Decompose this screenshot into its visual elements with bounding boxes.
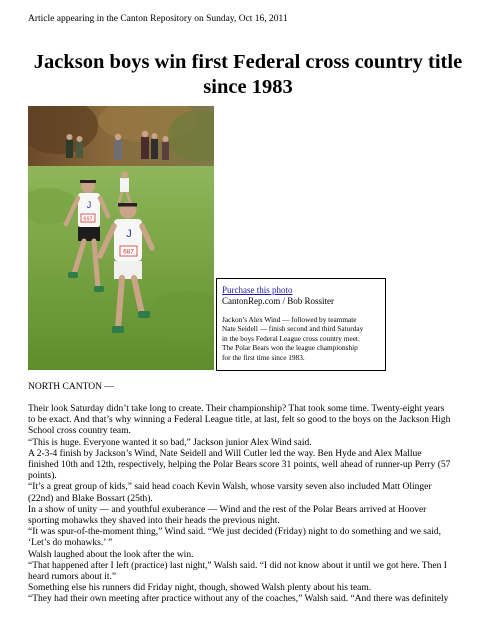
purchase-photo-link[interactable]: Purchase this photo (222, 285, 293, 295)
photo-credit: CantonRep.com / Bob Rossiter (222, 296, 334, 306)
cutline-line: in the boys Federal League cross country meet. (222, 333, 360, 343)
body-line: Walsh laughed about the look after the win. (28, 549, 194, 560)
cutline-line: for the first time since 1983. (222, 352, 305, 362)
body-line: finished 10th and 12th, respectively, helping the Polar Bears score 31 points, well ahead of runner-up Perry (57 (28, 460, 451, 471)
body-line: sporting mohawks they shaved into their heads the previous night. (28, 516, 280, 527)
cutline-line: Nate Seidell — finish second and third Saturday (222, 324, 364, 334)
cutline-line: The Polar Bears won the league championship (222, 343, 358, 353)
body-line: heard rumors about it.” (28, 572, 117, 583)
body-line: ‘Let’s do mohawks.’ ” (28, 538, 113, 549)
body-line: “This is huge. Everyone wanted it so bad,” Jackson junior Alex Wind said. (28, 437, 312, 448)
dateline: NORTH CANTON — (28, 382, 114, 392)
body-line: “That happened after I left (practice) last night,” Walsh said. “I did not know about it until we got here. Then I (28, 560, 447, 571)
body-line: “It’s a great group of kids,” said head coach Kevin Walsh, whose varsity seven also included Matt Olinger (28, 482, 432, 493)
runners-photo (28, 106, 214, 370)
headline-line-2: since 1983 (203, 76, 293, 98)
body-line: Something else his runners did Friday night, though, showed Walsh plenty about his team. (28, 583, 372, 594)
article-source-note: Article appearing in the Canton Repository on Sunday, Oct 16, 2011 (28, 14, 288, 24)
jersey-letter-left: J (86, 200, 92, 210)
body-line: points). (28, 471, 57, 482)
cutline-line: Jackon’s Alex Wind — followed by teammate (222, 315, 357, 324)
photo-cutline (222, 315, 385, 362)
body-line: A 2-3-4 finish by Jackson’s Wind, Nate Seidell and Will Cutler led the way. Ben Hyde and Alex Mallue (28, 448, 422, 459)
bib-number-left: 697 (83, 216, 93, 223)
body-line: School cross country team. (28, 426, 131, 437)
body-line: (22nd) and Blake Bossart (25th). (28, 493, 153, 504)
article-body (28, 404, 478, 606)
headline (28, 50, 468, 100)
body-line: “It was spur-of-the-moment thing,” Wind said. “We just decided (Friday) night to do something and we said, (28, 527, 441, 538)
body-line: In a show of unity — and youthful exuberance — Wind and the rest of the Polar Bears arrived at Hoover (28, 504, 427, 515)
body-line: Their look Saturday didn’t take long to create. Their championship? That took some time. Twenty-eight years (28, 404, 445, 414)
bib-number-front: 687 (123, 248, 134, 256)
body-line: “They had their own meeting after practice without any of the coaches,” Walsh said. “And there was definitely (28, 594, 449, 605)
jersey-letter-front: J (126, 228, 132, 240)
headline-line-1: Jackson boys win first Federal cross country title (33, 51, 463, 73)
photo-caption-box (216, 278, 386, 371)
body-line: to be exact. And that’s why winning a Federal League title, at last, felt so good to the boys on the Jackson High (28, 415, 451, 426)
